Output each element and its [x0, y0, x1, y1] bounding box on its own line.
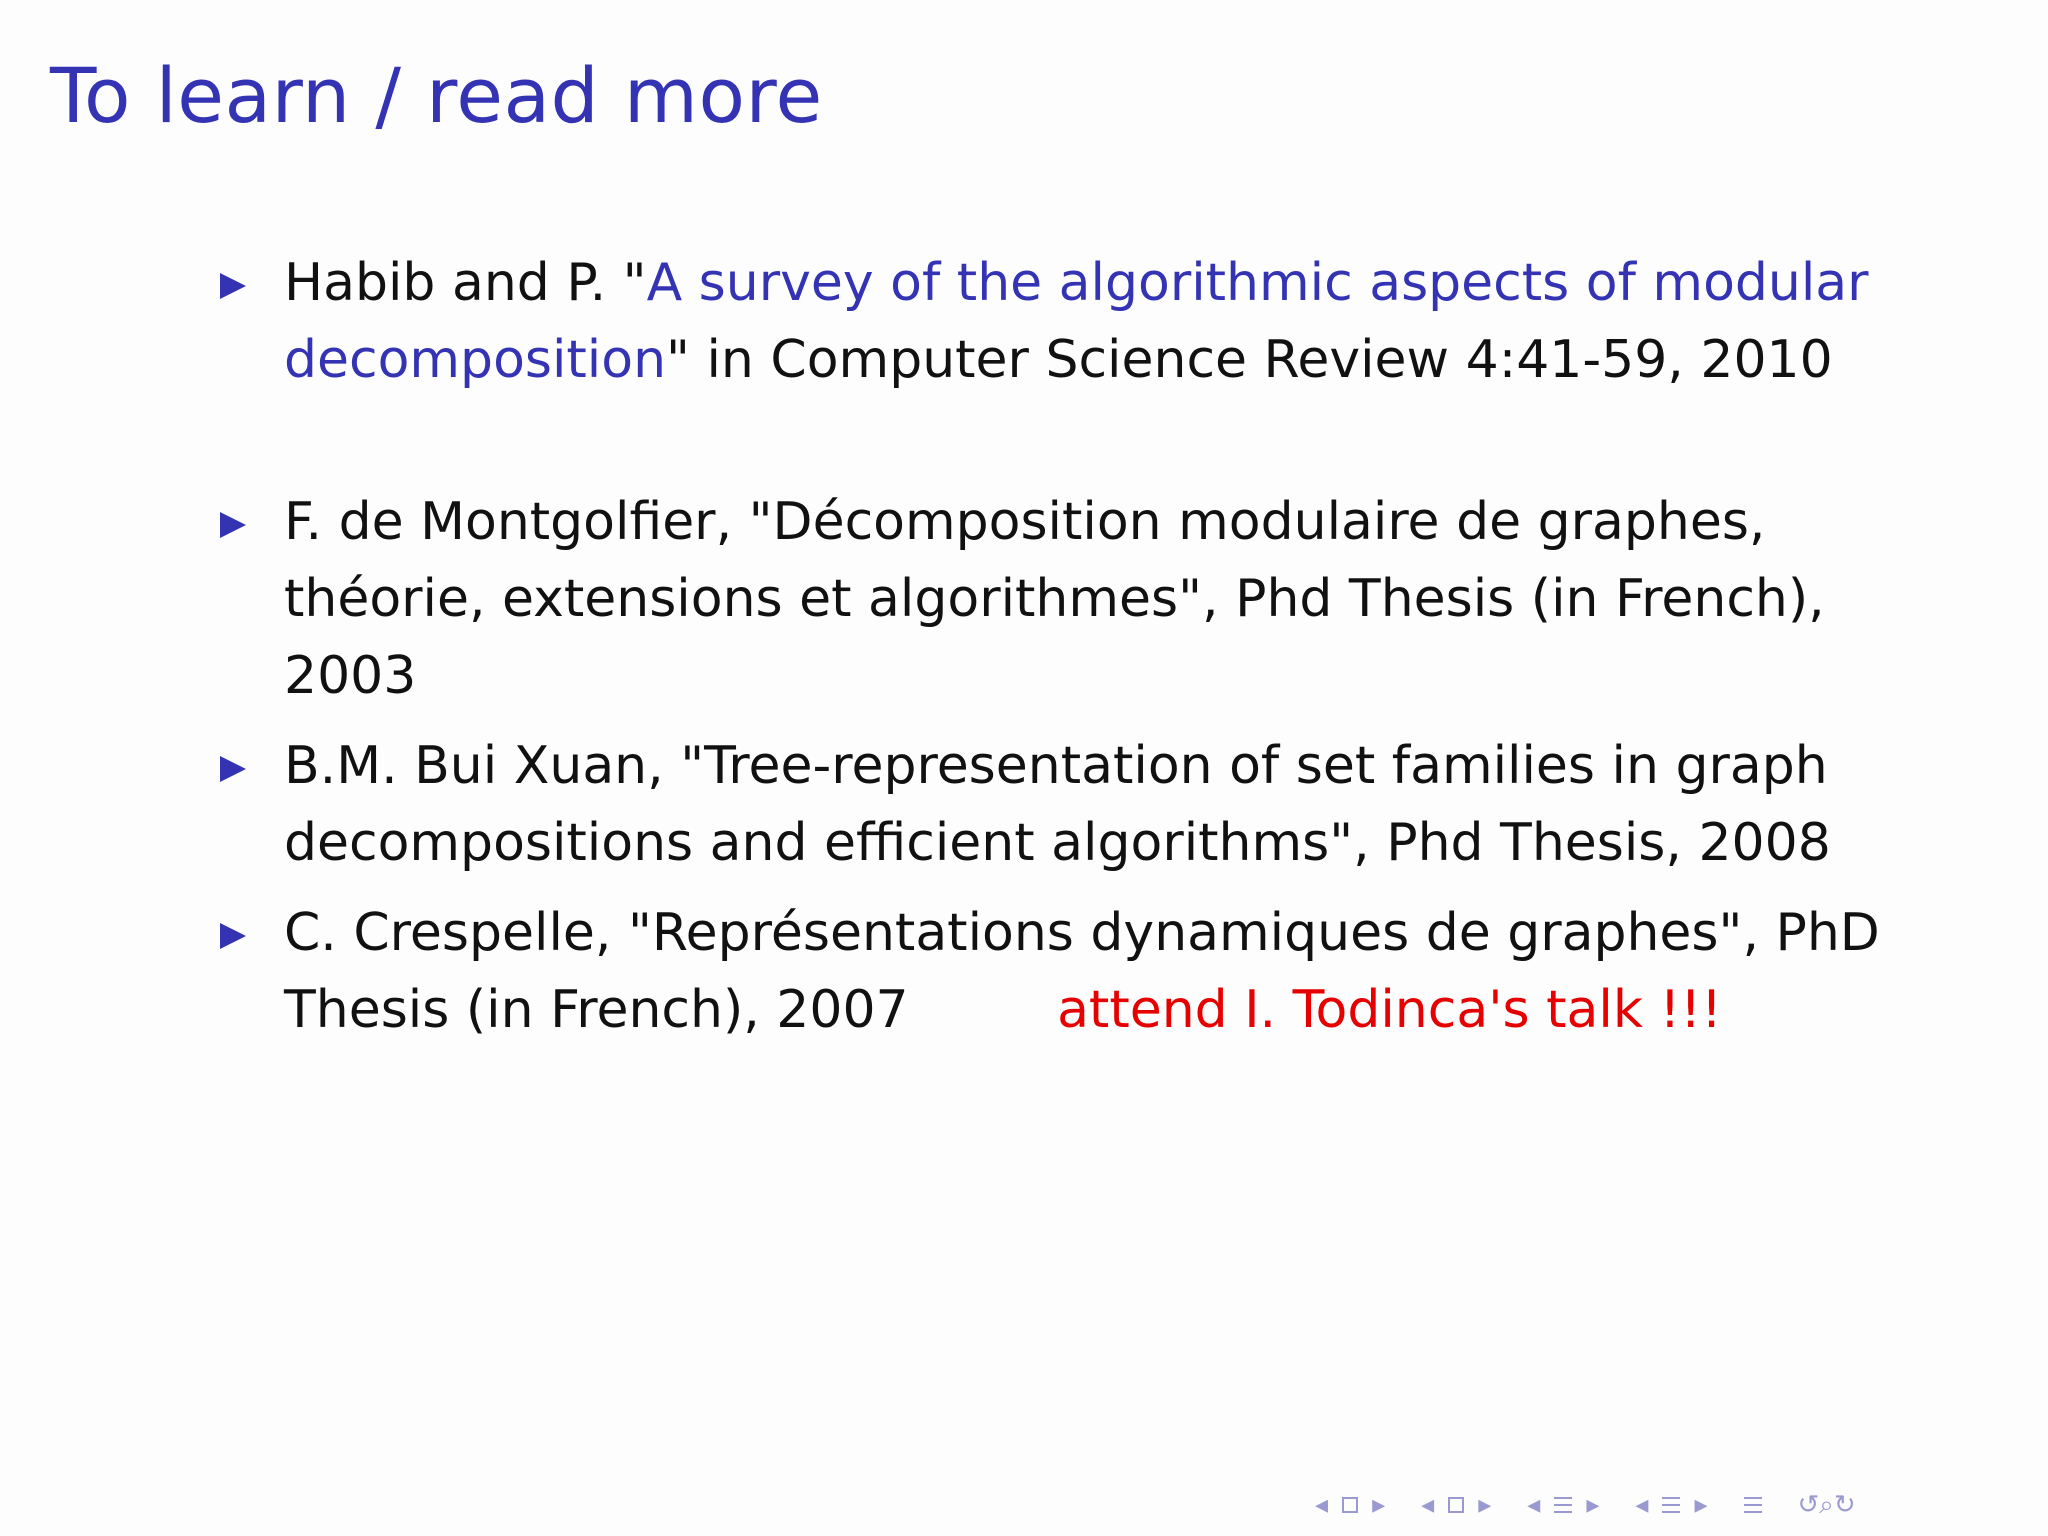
nav-next-arrow-icon[interactable]: ▸ — [1372, 1490, 1386, 1520]
reference-item — [220, 484, 1900, 715]
nav-next-arrow-icon[interactable]: ▸ — [1478, 1490, 1492, 1520]
reference-line: C. Crespelle, "Représentations dynamiques de graphes", PhD — [284, 903, 1880, 963]
zoom-icon[interactable]: ↺⌕↻ — [1797, 1490, 1856, 1520]
reference-line: B.M. Bui Xuan, "Tree-representation of set families in graph — [284, 736, 1828, 796]
triangle-bullet-icon — [220, 923, 246, 949]
reference-title-link-cont[interactable]: decomposition — [284, 330, 667, 390]
reference-item — [220, 895, 1900, 1049]
nav-prev-arrow-icon[interactable]: ◂ — [1527, 1490, 1541, 1520]
section-icon[interactable] — [1744, 1495, 1762, 1515]
slide-title: To learn / read more — [50, 51, 823, 140]
reference-title-link[interactable]: A survey of the algorithmic aspects of modular — [646, 253, 1869, 313]
reference-line: F. de Montgolfier, "Décomposition modulaire de graphes, — [284, 492, 1766, 552]
reference-line: decompositions and efficient algorithms", Phd Thesis, 2008 — [284, 813, 1831, 873]
triangle-bullet-icon — [220, 273, 246, 299]
beamer-navigation — [1315, 1492, 1856, 1518]
reference-list — [220, 245, 1900, 1049]
reference-line: théorie, extensions et algorithmes", Phd Thesis (in French), — [284, 569, 1825, 629]
reference-authors: Habib and P. " — [284, 253, 647, 313]
talk-note: attend I. Todinca's talk !!! — [1057, 980, 1722, 1040]
section-icon[interactable] — [1662, 1495, 1680, 1515]
triangle-bullet-icon — [220, 756, 246, 782]
reference-line: 2003 — [284, 646, 417, 706]
subsection-icon[interactable] — [1554, 1495, 1572, 1515]
frame-icon[interactable] — [1342, 1497, 1358, 1513]
nav-next-arrow-icon[interactable]: ▸ — [1694, 1490, 1708, 1520]
triangle-bullet-icon — [220, 512, 246, 538]
reference-line — [284, 245, 1900, 322]
nav-prev-arrow-icon[interactable]: ◂ — [1315, 1490, 1329, 1520]
reference-item — [220, 728, 1900, 882]
reference-year: Thesis (in French), 2007 — [284, 980, 909, 1040]
reference-line — [284, 972, 1900, 1049]
nav-prev-arrow-icon[interactable]: ◂ — [1635, 1490, 1649, 1520]
reference-item — [220, 245, 1900, 399]
nav-prev-arrow-icon[interactable]: ◂ — [1421, 1490, 1435, 1520]
reference-line — [284, 322, 1900, 399]
nav-next-arrow-icon[interactable]: ▸ — [1586, 1490, 1600, 1520]
reference-venue: " in Computer Science Review 4:41-59, 2010 — [666, 330, 1833, 390]
frame-icon[interactable] — [1448, 1497, 1464, 1513]
